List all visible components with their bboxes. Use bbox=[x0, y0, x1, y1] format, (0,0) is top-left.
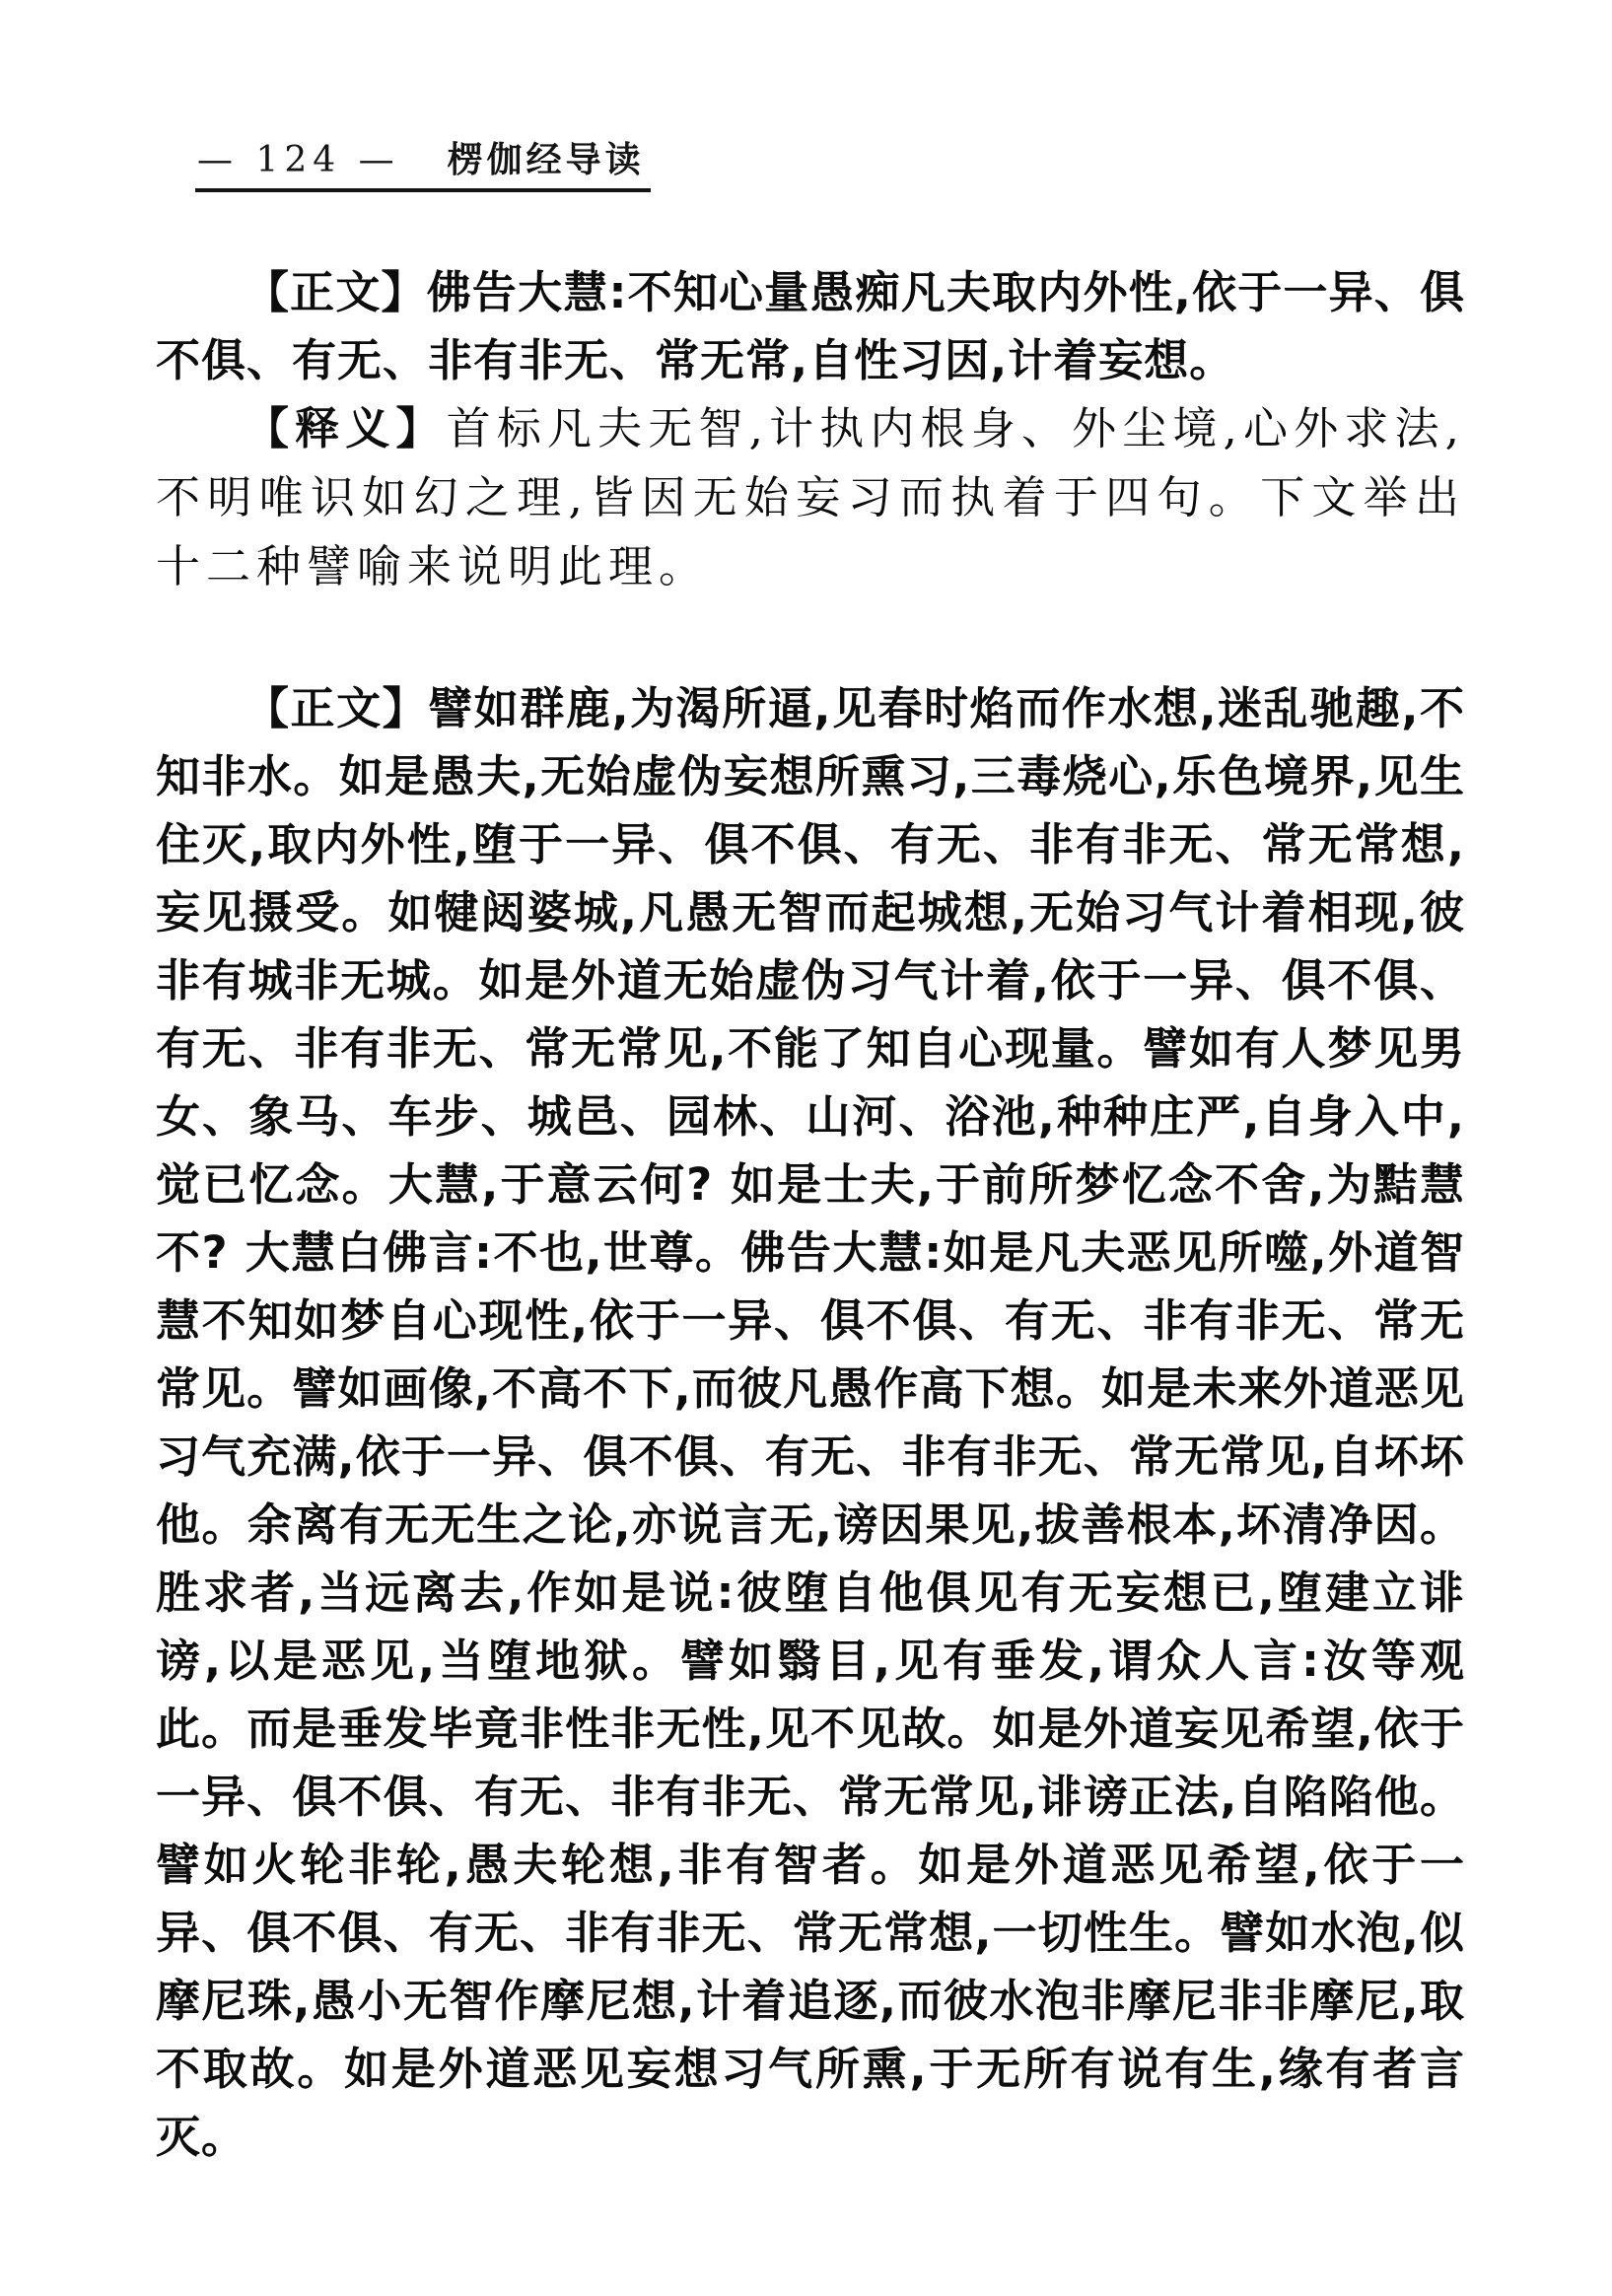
page-number: — 124 — bbox=[197, 140, 400, 180]
zhengwen-label-1: 【正文】 bbox=[245, 266, 427, 318]
book-title: 楞伽经导读 bbox=[447, 139, 645, 180]
shiyi-paragraph bbox=[156, 394, 1465, 601]
zhengwen-label-2: 【正文】 bbox=[245, 682, 429, 734]
zhengwen-text-1: 佛告大慧:不知心量愚痴凡夫取内外性,依于一异、俱不俱、有无、非有非无、常无常,自性习因,计着妄想。 bbox=[156, 266, 1465, 386]
running-head bbox=[195, 140, 651, 192]
zhengwen-paragraph-2 bbox=[156, 674, 1465, 2171]
zhengwen-text-2: 譬如群鹿,为渴所逼,见春时焰而作水想,迷乱驰趣,不知非水。如是愚夫,无始虚伪妄想所熏习,三毒烧心,乐色境界,见生住灭,取内外性,堕于一异、俱不俱、有无、非有非无、常无常想,妄见摄受。如犍闼婆城,凡愚无智而起城想,无始习气计着相现,彼非有城非无城。如是外道无始虚伪习气计着,依于一异、俱不俱、有无、非有非无、常无常见,不能了知自心现量。譬如有人梦见男女、象马、车步、城邑、园林、山河、浴池,种种庄严,自身入中,觉已忆念。大慧,于意云何? 如是士夫,于前所梦忆念不舍,为黠慧不? 大慧白佛言:不也,世尊。佛告大慧:如是凡夫恶见所噬,外道智慧不知如梦自心现性,依于一异、俱不俱、有无、非有非无、常无常见。譬如画像,不高不下,而彼凡愚作高下想。如是未来外道恶见习气充满,依于一异、俱不俱、有无、非有非无、常无常见,自坏坏他。余离有无无生之论,亦说言无,谤因果见,拔善根本,坏清净因。胜求者,当远离去,作如是说:彼堕自他俱见有无妄想已,堕建立诽谤,以是恶见,当堕地狱。譬如翳目,见有垂发,谓众人言:汝等观此。而是垂发毕竟非性非无性,见不见故。如是外道妄见希望,依于一异、俱不俱、有无、非有非无、常无常见,诽谤正法,自陷陷他。譬如火轮非轮,愚夫轮想,非有智者。如是外道恶见希望,依于一异、俱不俱、有无、非有非无、常无常想,一切性生。譬如水泡,似摩尼珠,愚小无智作摩尼想,计着追逐,而彼水泡非摩尼非非摩尼,取不取故。如是外道恶见妄想习气所熏,于无所有说有生,缘有者言灭。 bbox=[156, 682, 1465, 2163]
shiyi-text: 首标凡夫无智,计执内根身、外尘境,心外求法,不明唯识如幻之理,皆因无始妄习而执着于四句。下文举出十二种譬喻来说明此理。 bbox=[156, 402, 1465, 592]
shiyi-label: 【释义】 bbox=[245, 402, 447, 454]
page-body bbox=[156, 258, 1465, 2171]
zhengwen-paragraph-1 bbox=[156, 258, 1465, 394]
